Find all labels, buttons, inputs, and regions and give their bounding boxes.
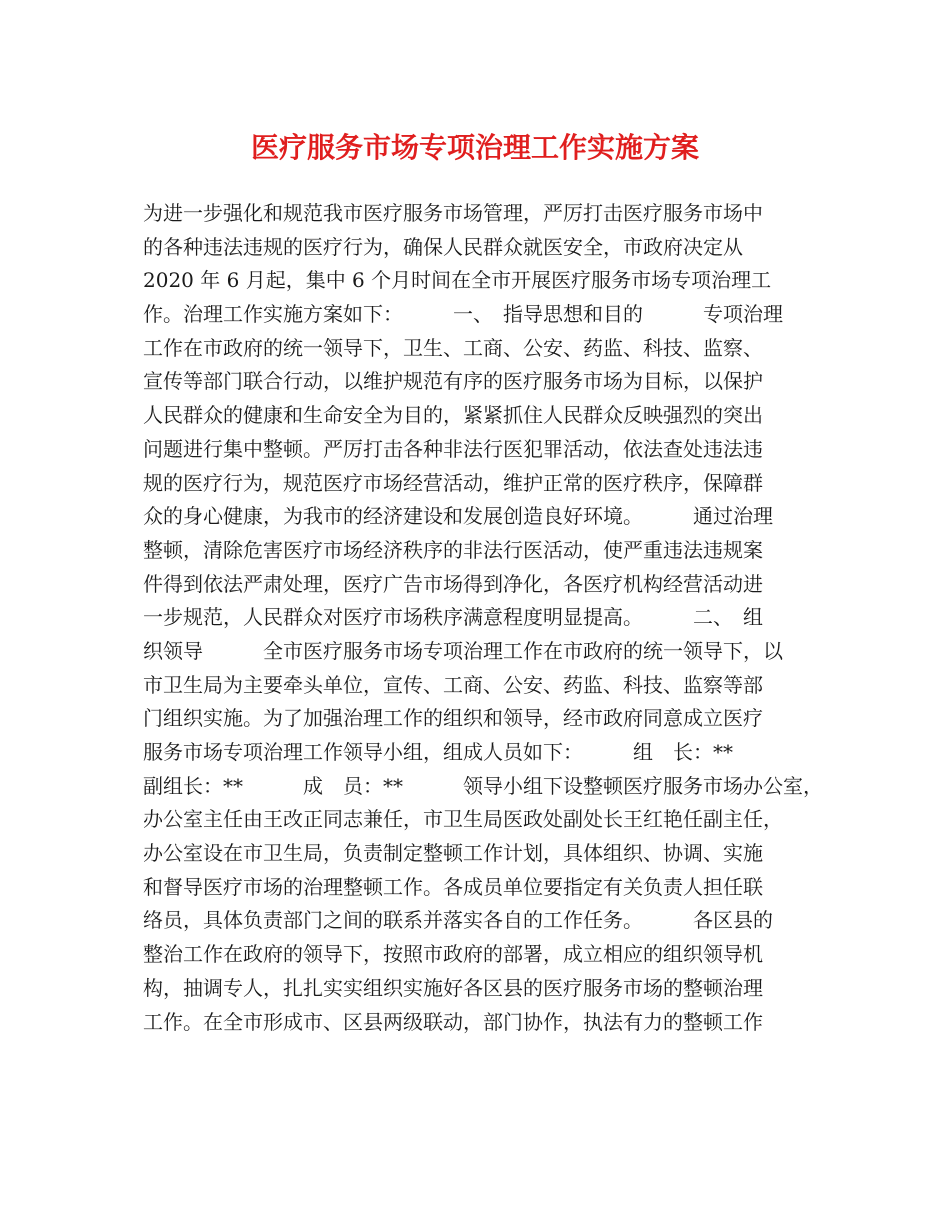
- body-line: 构，抽调专人，扎扎实实组织实施好各区县的医疗服务市场的整顿治理: [143, 975, 763, 1000]
- document-title: 医疗服务市场专项治理工作实施方案: [250, 131, 699, 164]
- body-line: 办公室设在市卫生局，负责制定整顿工作计划，具体组织、协调、实施: [143, 841, 763, 866]
- document-body: [143, 197, 833, 1039]
- body-line: 作。治理工作实施方案如下： 一、 指导思想和目的 专项治理: [143, 302, 783, 327]
- body-line: 织领导 全市医疗服务市场专项治理工作在市政府的统一领导下，以: [143, 638, 783, 663]
- body-line: 服务市场专项治理工作领导小组，组成人员如下： 组 长：**: [143, 740, 733, 764]
- body-line: 宣传等部门联合行动，以维护规范有序的医疗服务市场为目标，以保护: [143, 369, 763, 394]
- body-line: 件得到依法严肃处理，医疗广告市场得到净化，各医疗机构经营活动进: [143, 571, 763, 596]
- body-line: 众的身心健康，为我市的经济建设和发展创造良好环境。 通过治理: [143, 504, 773, 529]
- body-line: 一步规范，人民群众对医疗市场秩序满意程度明显提高。 二、 组: [143, 605, 763, 630]
- body-line: 络员，具体负责部门之间的联系并落实各自的工作任务。 各区县的: [143, 908, 773, 933]
- body-line: 市卫生局为主要牵头单位，宣传、工商、公安、药监、科技、监察等部: [143, 672, 763, 697]
- body-line: 工作。在全市形成市、区县两级联动，部门协作，执法有力的整顿工作: [143, 1009, 763, 1034]
- body-line: 2020 年 6 月起，集中 6 个月时间在全市开展医疗服务市场专项治理工: [143, 268, 772, 293]
- body-line: 整顿，清除危害医疗市场经济秩序的非法行医活动，使严重违法违规案: [143, 537, 763, 562]
- body-line: 人民群众的健康和生命安全为目的，紧紧抓住人民群众反映强烈的突出: [143, 403, 763, 428]
- body-line: 的各种违法违规的医疗行为，确保人民群众就医安全，市政府决定从: [143, 234, 743, 259]
- body-line: 办公室主任由王改正同志兼任，市卫生局医政处副处长王红艳任副主任，: [143, 807, 783, 832]
- body-line: 整治工作在政府的领导下，按照市政府的部署，成立相应的组织领导机: [143, 942, 763, 967]
- body-line: 副组长：** 成 员：** 领导小组下设整顿医疗服务市场办公室，: [143, 773, 823, 798]
- body-line: 门组织实施。为了加强治理工作的组织和领导，经市政府同意成立医疗: [143, 706, 763, 731]
- body-line: 工作在市政府的统一领导下，卫生、工商、公安、药监、科技、监察、: [143, 335, 763, 360]
- body-line: 问题进行集中整顿。严厉打击各种非法行医犯罪活动，依法查处违法违: [143, 436, 763, 461]
- body-line: 和督导医疗市场的治理整顿工作。各成员单位要指定有关负责人担任联: [143, 874, 763, 899]
- body-line: 规的医疗行为，规范医疗市场经营活动，维护正常的医疗秩序，保障群: [143, 470, 763, 495]
- body-line: 为进一步强化和规范我市医疗服务市场管理，严厉打击医疗服务市场中: [143, 201, 763, 225]
